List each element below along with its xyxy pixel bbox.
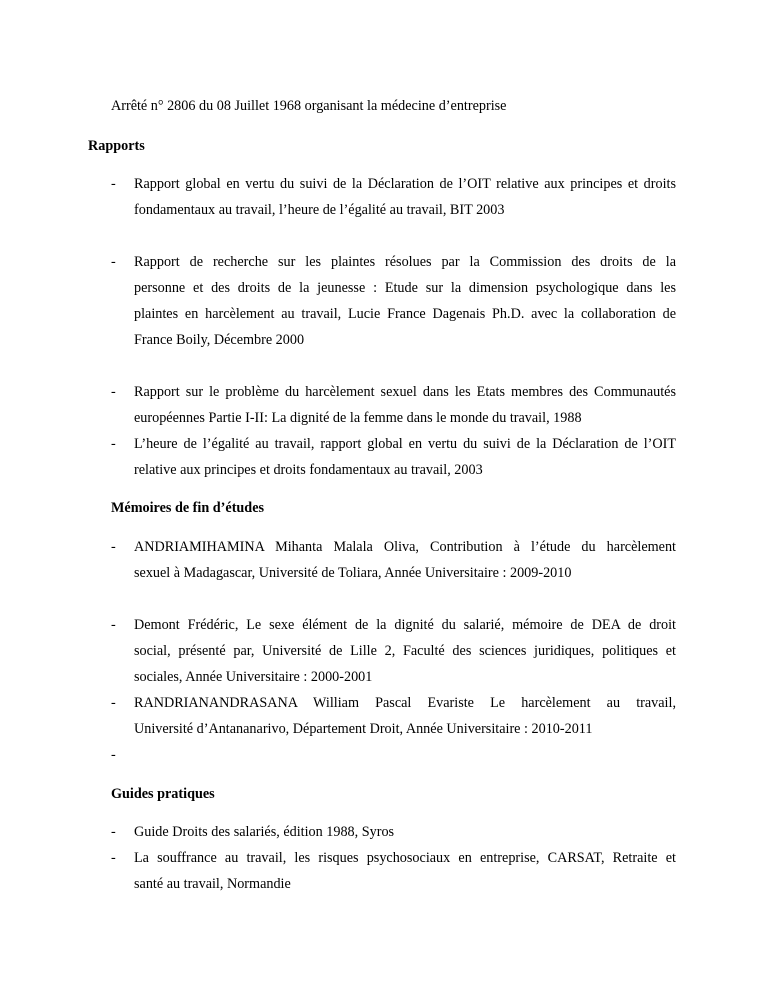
item-line: L’heure de l’égalité au travail, rapport global en vertu du suivi de la Déclaration de l’OIT xyxy=(134,436,676,452)
item-line: européennes Partie I-II: La dignité de la femme dans le monde du travail, 1988 xyxy=(134,410,582,426)
section-heading-memoires: Mémoires de fin d’études xyxy=(111,500,265,516)
item-line: ANDRIAMIHAMINA Mihanta Malala Oliva, Contribution à l’étude du harcèlement xyxy=(134,539,676,555)
item-line: social, présenté par, Université de Lille 2, Faculté des sciences juridiques, politiques et xyxy=(134,643,676,659)
item-line: La souffrance au travail, les risques psychosociaux en entreprise, CARSAT, Retraite et xyxy=(134,850,676,866)
item-line: France Boily, Décembre 2000 xyxy=(134,332,305,348)
item-line: sexuel à Madagascar, Université de Toliara, Année Universitaire : 2009-2010 xyxy=(134,565,572,581)
item-line: Guide Droits des salariés, édition 1988, Syros xyxy=(134,824,395,840)
item-line: fondamentaux au travail, l’heure de l’égalité au travail, BIT 2003 xyxy=(134,202,505,218)
section-heading-rapports: Rapports xyxy=(88,138,145,154)
item-line: sociales, Année Universitaire : 2000-2001 xyxy=(134,669,373,685)
item-line: plaintes en harcèlement au travail, Lucie France Dagenais Ph.D. avec la collaboration de xyxy=(134,306,676,322)
item-line: santé au travail, Normandie xyxy=(134,876,291,892)
bullet-dash: - xyxy=(111,824,116,840)
item-line: relative aux principes et droits fondamentaux au travail, 2003 xyxy=(134,462,483,478)
bullet-dash: - xyxy=(111,617,116,633)
bullet-dash: - xyxy=(111,850,116,866)
bullet-dash: - xyxy=(111,436,116,452)
item-line: Rapport global en vertu du suivi de la Déclaration de l’OIT relative aux principes et droits xyxy=(134,176,676,192)
item-line: Rapport sur le problème du harcèlement sexuel dans les Etats membres des Communautés xyxy=(134,384,676,400)
item-line: personne et des droits de la jeunesse : Etude sur la dimension psychologique dans les xyxy=(134,280,676,296)
item-line: Rapport de recherche sur les plaintes résolues par la Commission des droits de la xyxy=(134,254,676,270)
bullet-dash: - xyxy=(111,176,116,192)
bullet-dash: - xyxy=(111,695,116,711)
item-line: Demont Frédéric, Le sexe élément de la dignité du salarié, mémoire de DEA de droit xyxy=(134,617,676,633)
bullet-dash: - xyxy=(111,254,116,270)
bullet-dash: - xyxy=(111,384,116,400)
bullet-dash: - xyxy=(111,539,116,555)
item-line: RANDRIANANDRASANA William Pascal Evariste Le harcèlement au travail, xyxy=(134,695,676,711)
section-heading-guides: Guides pratiques xyxy=(111,786,215,802)
top-line: Arrêté n° 2806 du 08 Juillet 1968 organisant la médecine d’entreprise xyxy=(111,98,507,114)
item-line: Université d’Antananarivo, Département Droit, Année Universitaire : 2010-2011 xyxy=(134,721,593,737)
bullet-dash: - xyxy=(111,747,116,763)
